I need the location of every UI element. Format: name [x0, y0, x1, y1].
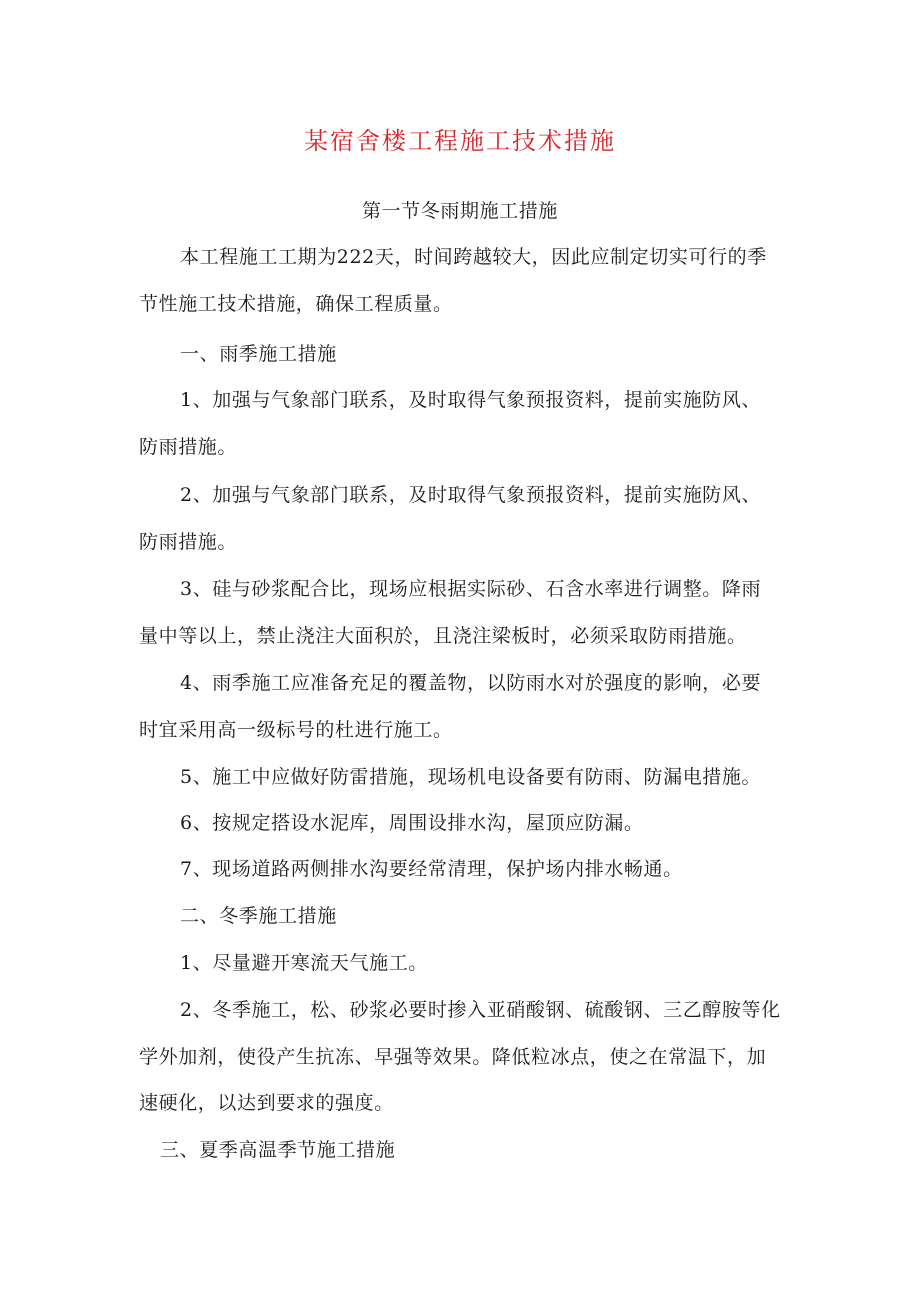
- winter-item-2-line-3: 速硬化，以达到要求的强度。: [139, 1092, 394, 1114]
- winter-item-1: 1、尽量避开寒流天气施工。: [180, 952, 428, 974]
- rain-heading: 一、雨季施工措施: [180, 343, 337, 365]
- winter-heading: 二、冬季施工措施: [180, 905, 337, 927]
- rain-item-6: 6、按规定搭设水泥库，周围设排水沟，屋顶应防漏。: [180, 812, 644, 834]
- rain-item-1-line-1: 1、加强与气象部门联系，及时取得气象预报资料，提前实施防风、: [180, 389, 762, 411]
- section-title: 第一节冬雨期施工措施: [361, 200, 558, 222]
- rain-item-7: 7、现场道路两侧排水沟要经常清理，保护场内排水畅通。: [180, 858, 683, 880]
- rain-item-4-line-1: 4、雨季施工应准备充足的覆盖物，以防雨水对於强度的影响，必要: [180, 672, 762, 694]
- intro-line-1: 本工程施工工期为222天，时间跨越较大，因此应制定切实可行的季: [180, 246, 767, 268]
- rain-item-1-line-2: 防雨措施。: [139, 436, 238, 458]
- document-title: 某宿舍楼工程施工技术措施: [304, 127, 616, 155]
- rain-item-2-line-2: 防雨措施。: [139, 531, 238, 553]
- winter-item-2-line-2: 学外加剂，使役产生抗冻、早强等效果。降低粒冰点，使之在常温下，加: [139, 1046, 767, 1068]
- rain-item-3-line-2: 量中等以上，禁止浇注大面积於，且浇注梁板时，必须采取防雨措施。: [139, 625, 747, 647]
- intro-line-2: 节性施工技术措施，确保工程质量。: [139, 293, 453, 315]
- winter-item-2-line-1: 2、冬季施工，松、砂浆必要时掺入亚硝酸钢、硫酸钢、三乙醇胺等化: [180, 999, 781, 1021]
- summer-heading: 三、夏季高温季节施工措施: [160, 1139, 396, 1161]
- rain-item-2-line-1: 2、加强与气象部门联系，及时取得气象预报资料，提前实施防风、: [180, 484, 762, 506]
- rain-item-3-line-1: 3、硅与砂浆配合比，现场应根据实际砂、石含水率进行调整。降雨: [180, 578, 762, 600]
- rain-item-5: 5、施工中应做好防雷措施，现场机电设备要有防雨、防漏电措施。: [180, 766, 762, 788]
- rain-item-4-line-2: 时宜采用高一级标号的杜进行施工。: [139, 719, 453, 741]
